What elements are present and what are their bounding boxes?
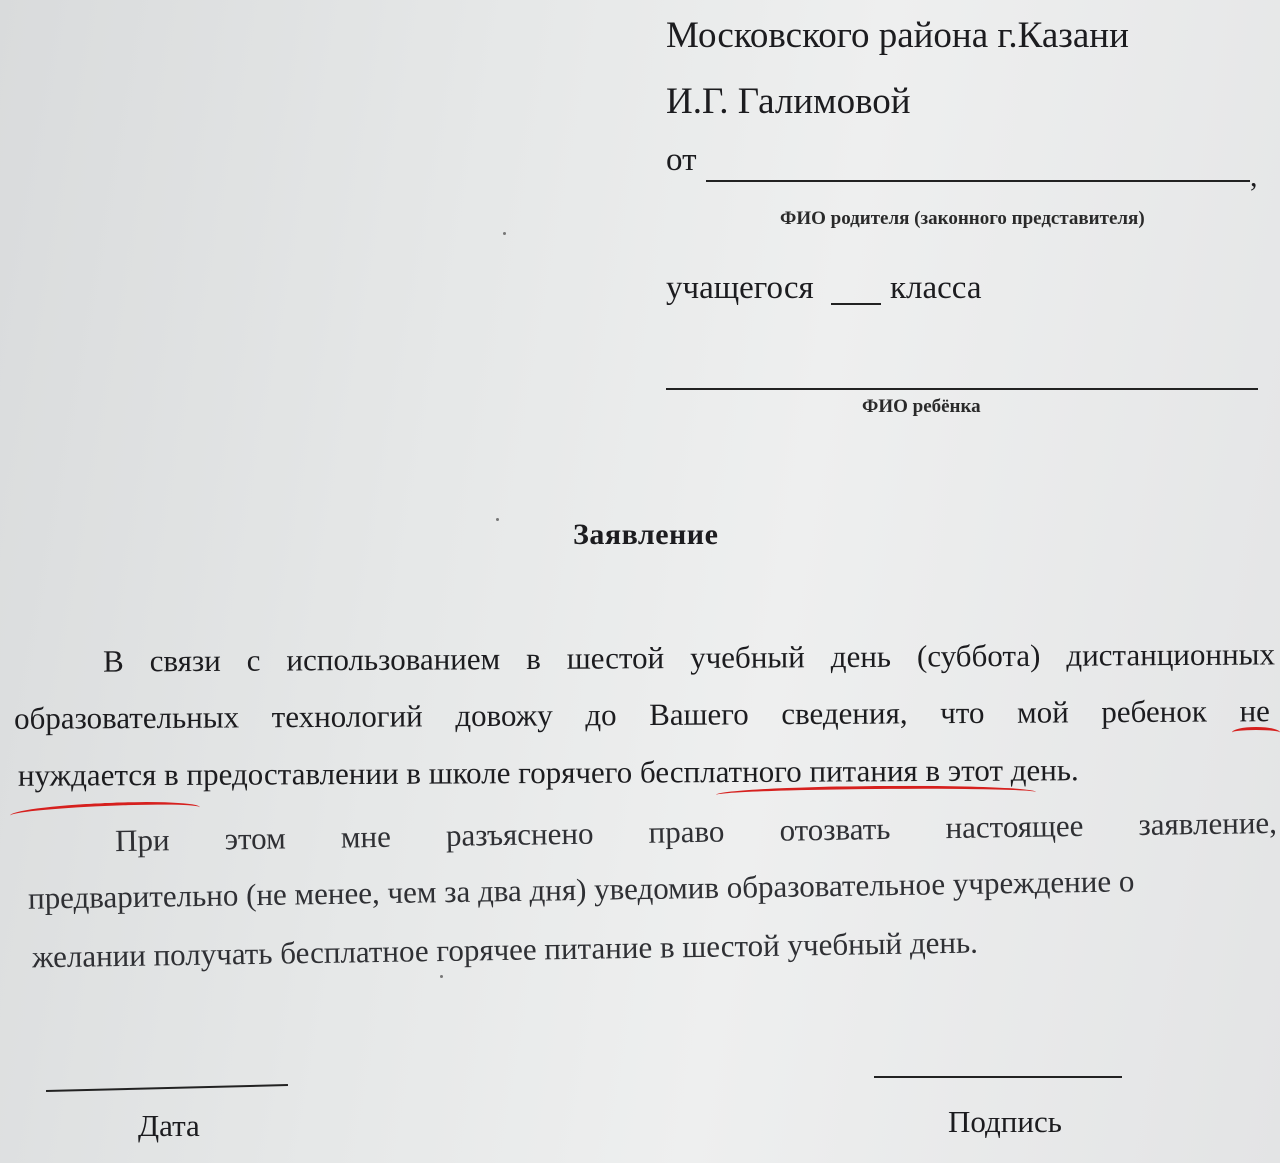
word: шестой [566,640,665,676]
date-label: Дата [138,1108,200,1143]
word: заявление, [1138,804,1278,843]
word: день [830,638,892,675]
word: Вашего [649,696,749,732]
paper-speck [440,975,443,978]
paragraph-2-line-3: желании получать бесплатное горячее питание в шестой учебный день. [31,924,979,975]
child-name-line [666,388,1258,390]
parent-caption: ФИО родителя (законного представителя) [780,208,1145,229]
district-line: Московского района г.Казани [666,15,1129,56]
from-comma: , [1250,160,1258,193]
word: связи [149,642,221,679]
word: При [114,822,170,859]
word: настоящее [945,807,1084,846]
paragraph-2-line-2: предварительно (не менее, чем за два дня) уведомив образовательное учреждение о [27,863,1135,916]
word: с [246,642,261,678]
word: учебный [690,639,805,675]
word: право [648,813,725,850]
addressee-name: И.Г. Галимовой [666,81,911,122]
word: ребенок [1101,693,1207,730]
word: в [526,640,541,676]
word: довожу [455,697,553,734]
word: использованием [286,641,501,678]
child-caption: ФИО ребёнка [862,396,981,417]
word: технологий [271,698,423,735]
word: разъяснено [445,815,594,853]
paper-speck [503,232,506,235]
red-underline-ne [1232,727,1280,738]
date-line [46,1084,288,1092]
document-title: Заявление [573,518,719,551]
parent-name-line [706,180,1250,182]
signature-line [874,1076,1122,1078]
word: мой [1016,694,1069,730]
paper-speck [496,518,499,521]
signature-label: Подпись [948,1104,1062,1139]
paragraph-1-line-1 [103,636,1275,679]
paragraph-1-line-2 [14,693,1270,737]
word: сведения, [781,695,908,732]
red-underline-nuzhdaetsya [10,799,201,824]
word: (суббота) [916,637,1041,674]
from-label: от [666,142,697,178]
word: дистанционных [1066,636,1276,673]
word: что [940,694,985,731]
word: не [1239,693,1270,729]
word: отозвать [779,810,891,848]
paragraph-1-line-3: нуждается в предоставлении в школе горячего бесплатного питания в этот день. [17,752,1079,793]
word: до [585,697,617,733]
class-label: класса [890,270,982,306]
student-label: учащегося [666,270,814,306]
paragraph-2-line-1 [115,805,1277,859]
word: этом [224,820,286,857]
word: мне [340,818,392,855]
class-number-line [831,303,881,305]
word: образовательных [13,699,240,736]
word: В [102,643,124,679]
